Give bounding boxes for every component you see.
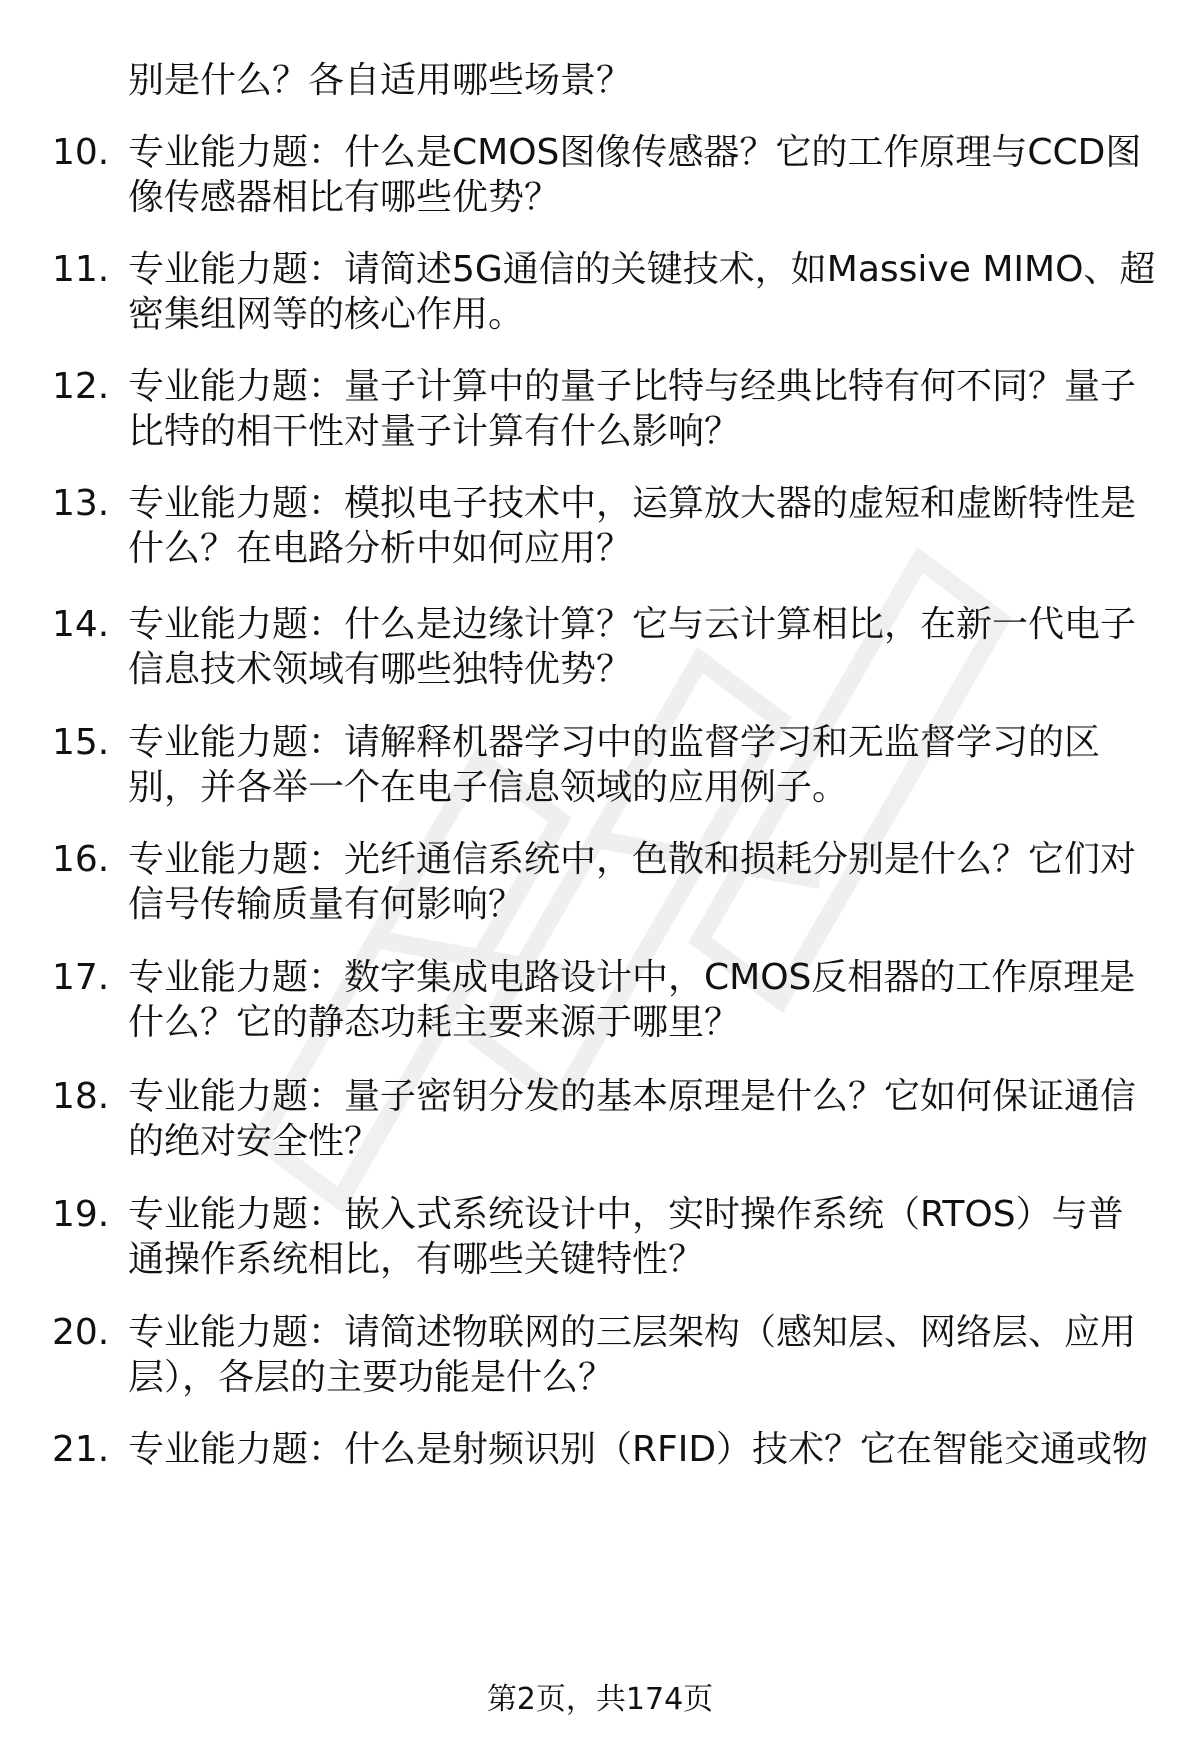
question-number: 12. [52, 366, 110, 407]
question-text-line: 比特的相干性对量子计算有什么影响？ [128, 411, 741, 452]
question-number: 21. [52, 1429, 110, 1470]
question-text-line: 像传感器相比有哪些优势？ [128, 177, 561, 218]
question-text-line: 专业能力题：量子计算中的量子比特与经典比特有何不同？量子 [128, 366, 1137, 407]
question-text-line: 专业能力题：模拟电子技术中，运算放大器的虚短和虚断特性是 [128, 483, 1137, 524]
question-text-line: 别，并各举一个在电子信息领域的应用例子。 [128, 767, 849, 808]
question-number: 11. [52, 249, 110, 290]
question-text-line: 专业能力题：嵌入式系统设计中，实时操作系统（RTOS）与普 [128, 1194, 1124, 1235]
question-text-line: 专业能力题：什么是边缘计算？它与云计算相比，在新一代电子 [128, 604, 1137, 645]
question-text-line: 专业能力题：什么是射频识别（RFID）技术？它在智能交通或物 [128, 1429, 1149, 1470]
question-number: 18. [52, 1076, 110, 1117]
question-text-line: 的绝对安全性？ [128, 1121, 381, 1162]
question-text-line: 信号传输质量有何影响？ [128, 884, 525, 925]
question-text-line: 专业能力题：量子密钥分发的基本原理是什么？它如何保证通信 [128, 1076, 1137, 1117]
question-text-line: 专业能力题：什么是CMOS图像传感器？它的工作原理与CCD图 [128, 132, 1142, 173]
question-text-line: 专业能力题：数字集成电路设计中，CMOS反相器的工作原理是 [128, 957, 1136, 998]
question-text-line: 层），各层的主要功能是什么？ [128, 1357, 615, 1398]
question-number: 19. [52, 1194, 110, 1235]
question-text-line: 专业能力题：请简述5G通信的关键技术，如Massive MIMO、超 [128, 249, 1156, 290]
question-number: 15. [52, 722, 110, 763]
question-number: 14. [52, 604, 110, 645]
question-number: 17. [52, 957, 110, 998]
question-number: 10. [52, 132, 110, 173]
question-text-line: 什么？在电路分析中如何应用？ [128, 528, 633, 569]
question-text-line: 密集组网等的核心作用。 [128, 294, 525, 335]
page-footer: 第2页，共174页 [486, 1682, 714, 1717]
question-text-line: 什么？它的静态功耗主要来源于哪里？ [128, 1002, 741, 1043]
question-number: 20. [52, 1312, 110, 1353]
question-text-line: 信息技术领域有哪些独特优势？ [128, 649, 633, 690]
question-text-line: 专业能力题：请解释机器学习中的监督学习和无监督学习的区 [128, 722, 1101, 763]
question-text-line: 专业能力题：请简述物联网的三层架构（感知层、网络层、应用 [128, 1312, 1137, 1353]
question-9-continuation: 别是什么？各自适用哪些场景？ [128, 60, 633, 101]
question-number: 16. [52, 839, 110, 880]
question-number: 13. [52, 483, 110, 524]
question-text-line: 专业能力题：光纤通信系统中，色散和损耗分别是什么？它们对 [128, 839, 1137, 880]
question-text-line: 通操作系统相比，有哪些关键特性？ [128, 1239, 705, 1280]
